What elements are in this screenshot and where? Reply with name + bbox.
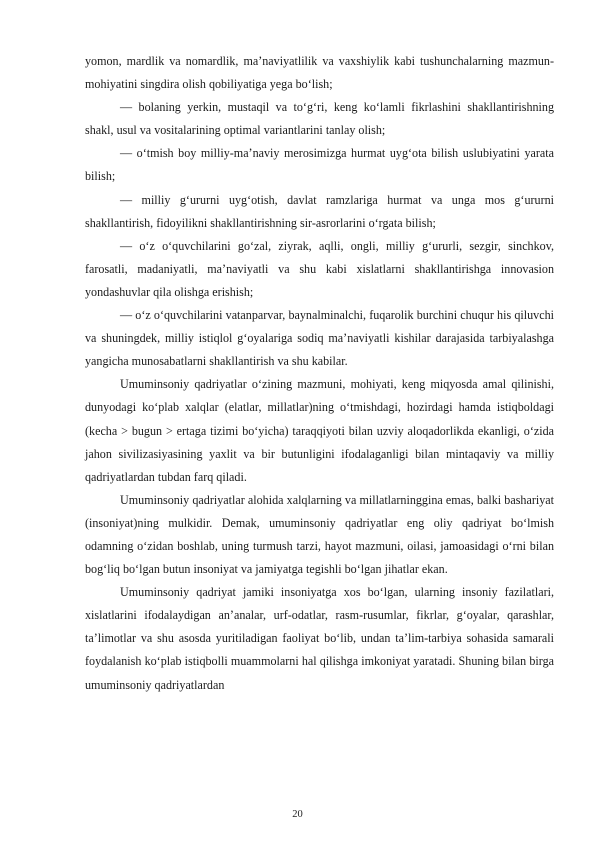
paragraph-continuation: yomon, mardlik va nomardlik, ma’naviyatlilik va vaxshiylik kabi tushunchalarning mazmun-mohiyatini singdira olish qobiliyatiga yega bo‘lish; [85,54,554,92]
list-item-dash: — bolaning yerkin, mustaqil va to‘g‘ri, keng ko‘lamli fikrlashini shakllantirishning shakl, usul va vositalarining optimal variantlarini tanlay olish; [85,100,554,138]
list-item-dash: — o‘z o‘quvchilarini go‘zal, ziyrak, aqlli, ongli, milliy g‘ururli, sezgir, sinchkov, farosatli, madaniyatli, ma’naviyatli va shu kabi xislatlarni shakllantirishga innovasion yondashuvlar qila olishga erishish; [85,238,554,299]
body-paragraph: Umuminsoniy qadriyat jamiki insoniyatga xos bo‘lgan, ularning insoniy fazilatlari, xislatlarini ifodalaydigan an’analar, urf-odatlar, rasm-rusumlar, fikrlar, g‘oyalar, qarashlar, ta’limotlar va shu asosda yuritiladigan faoliyat bo‘lib, undan ta’lim-tarbiya sohasida samarali foydalanish ko‘plab istiqbolli muammolarni hal qilishga imkoniyat yaratadi. Shuning bilan birga umuminsoniy qadriyatlardan [85,585,554,692]
page-number: 20 [292,809,303,820]
list-item-dash: — milliy g‘ururni uyg‘otish, davlat ramzlariga hurmat va unga mos g‘ururni shakllantirish, fidoyilikni shakllantirishning sir-asrorlarini o‘rgata bilish; [85,192,554,230]
list-item-dash: — o‘tmish boy milliy-ma’naviy merosimizga hurmat uyg‘ota bilish uslubiyatini yarata bilish; [85,146,554,184]
body-paragraph: Umuminsoniy qadriyatlar o‘zining mazmuni, mohiyati, keng miqyosda amal qilinishi, dunyodagi ko‘plab xalqlar (elatlar, millatlar)ning o‘tmishdagi, hozirdagi hamda istiqboldagi (kecha > bugun > ertaga tizimi bo‘yicha) taraqqiyoti bilan uzviy aloqadorlikda ekanligi, o‘zida jahon sivilizasiyasining yaxlit va bir butunligini ifodalaganligi bilan mintaqaviy va milliy qadriyatlardan tubdan farq qiladi. [85,377,554,484]
document-body [85,50,554,697]
list-item-dash: — o‘z o‘quvchilarini vatanparvar, baynalminalchi, fuqarolik burchini chuqur his qiluvchi va shuningdek, milliy istiqlol g‘oyalariga sodiq ma’naviyatli kishilar darajasida tarbiyalashga yangicha munosabatlarni shakllantirish va shu kabilar. [85,308,554,369]
body-paragraph: Umuminsoniy qadriyatlar alohida xalqlarning va millatlarninggina emas, balki bashariyat (insoniyat)ning mulkidir. Demak, umuminsoniy qadriyatlar eng oliy qadriyat bo‘lmish odamning o‘zidan boshlab, uning turmush tarzi, hayot mazmuni, oilasi, jamoasidagi o‘rni bilan bog‘liq bo‘lgan butun insoniyat va jamiyatga tegishli bo‘lgan jihatlar ekan. [85,492,554,577]
